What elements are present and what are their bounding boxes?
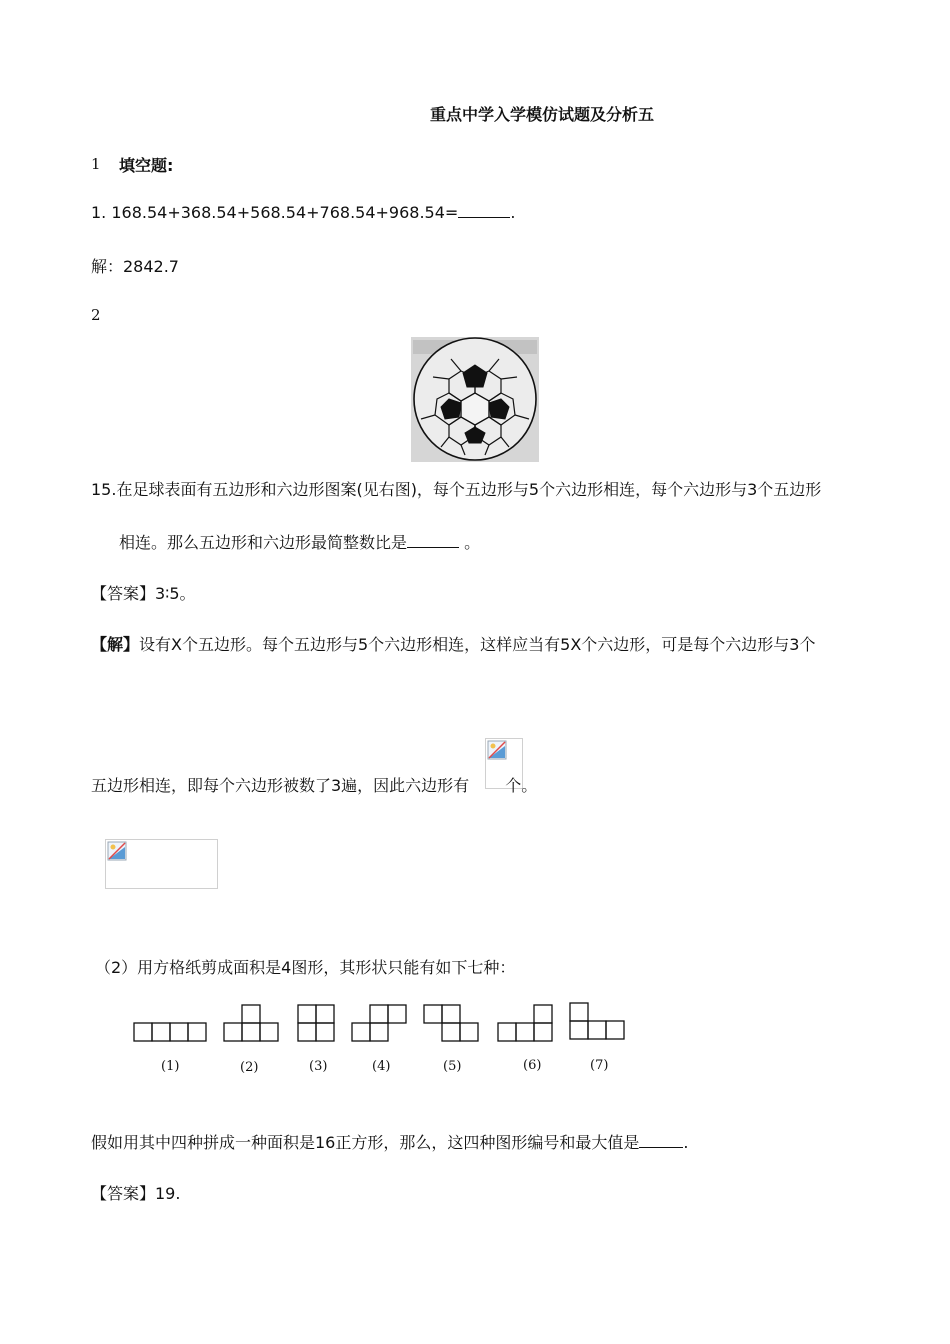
broken-image-icon <box>487 740 507 760</box>
question-1-solution: 解：2842.7 <box>91 257 179 276</box>
shape-label-6: (6) <box>523 1058 542 1073</box>
question-1-end: . <box>510 203 516 222</box>
part-2-answer: 【答案】19. <box>91 1184 181 1203</box>
question-1 <box>91 203 515 222</box>
explanation-line-2-end: 个。 <box>505 776 538 795</box>
answer-blank <box>407 533 459 548</box>
broken-image-placeholder <box>105 839 218 889</box>
shape-label-3: (3) <box>309 1059 328 1074</box>
shape-label-1: (1) <box>161 1059 180 1074</box>
question-15-line-2-end: 。 <box>459 533 481 552</box>
answer-blank <box>639 1133 683 1148</box>
section-number: 1 <box>91 155 101 173</box>
explanation-line-1: 设有X个五边形。每个五边形与5个六边形相连，这样应当有5X个六边形，可是每个六边形与3个 <box>139 635 816 654</box>
section-label: 填空题: <box>119 156 174 175</box>
part-2-question <box>91 1130 688 1153</box>
question-2-number: 2 <box>91 306 101 324</box>
question-15-line-2 <box>119 530 480 553</box>
shape-label-5: (5) <box>443 1059 462 1074</box>
shape-label-2: (2) <box>240 1060 259 1075</box>
broken-image-icon <box>107 841 127 861</box>
part-2-question-text: 假如用其中四种拼成一种面积是16正方形，那么，这四种图形编号和最大值是 <box>91 1133 640 1152</box>
page-title: 重点中学入学模仿试题及分析五 <box>430 105 655 124</box>
explanation-line-2-start: 五边形相连，即每个六边形被数了3遍，因此六边形有 <box>91 776 470 795</box>
question-15-line-1: 15.在足球表面有五边形和六边形图案(见右图)，每个五边形与5个六边形相连，每个六边形与3个五边形 <box>91 480 822 499</box>
explanation-label: 【解】 <box>91 635 140 654</box>
question-1-text: 1. 168.54+368.54+568.54+768.54+968.54= <box>91 203 459 222</box>
shape-label-4: (4) <box>372 1059 391 1074</box>
question-15-explanation <box>91 632 815 655</box>
part-2-intro: （2）用方格纸剪成面积是4图形，其形状只能有如下七种： <box>95 958 516 977</box>
answer-blank <box>458 203 510 218</box>
question-15-line-2-text: 相连。那么五边形和六边形最简整数比是 <box>119 533 408 552</box>
soccer-ball-figure <box>411 337 539 462</box>
soccer-ball-icon <box>411 337 539 462</box>
question-15-answer: 【答案】3∶5。 <box>91 584 196 603</box>
question-15-explanation-line-2 <box>91 773 537 796</box>
shape-label-7: (7) <box>590 1058 609 1073</box>
part-2-question-end: . <box>683 1133 689 1152</box>
